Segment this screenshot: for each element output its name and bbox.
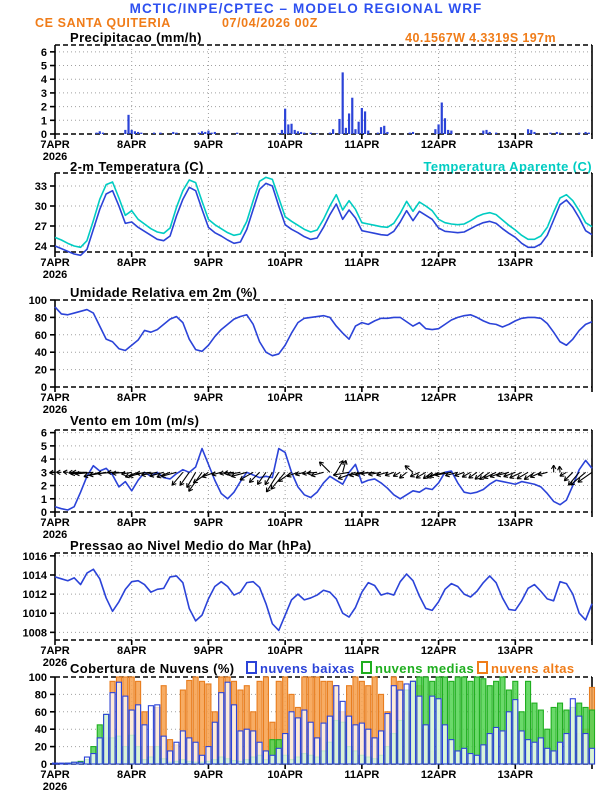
wind-vector-head: [445, 476, 449, 477]
panel-title-humidity: Umidade Relativa em 2m (%): [70, 285, 258, 300]
y-tick-label: 20: [34, 364, 47, 377]
y-tick-label: 40: [34, 724, 47, 737]
precip-bar: [102, 133, 104, 134]
cloud-bar-nuvens-baixas: [583, 734, 588, 764]
precip-bar: [585, 132, 587, 134]
cloud-bar-nuvens-baixas: [289, 712, 294, 764]
y-tick-label: 33: [34, 181, 47, 193]
y-tick-label: 5: [40, 60, 47, 73]
y-tick-label: 6: [40, 427, 47, 440]
precip-bar: [482, 131, 484, 134]
precip-bar: [99, 131, 101, 134]
cloud-bar-nuvens-altas: [200, 681, 205, 764]
cloud-bar-nuvens-baixas: [423, 725, 428, 764]
cloud-bar-nuvens-baixas: [136, 705, 141, 764]
precip-bar: [444, 118, 446, 134]
wind-vector-head: [538, 475, 542, 476]
cloud-bar-nuvens-baixas: [353, 725, 358, 764]
cloud-bar-nuvens-baixas: [417, 696, 422, 764]
x-day-label: 10APR: [267, 517, 303, 529]
wind-vector-head: [346, 460, 347, 464]
cloud-bar-nuvens-baixas: [327, 716, 332, 764]
run-datetime: 07/04/2026 00Z: [222, 16, 318, 30]
wind-vector-head: [71, 474, 75, 476]
precip-bar: [278, 133, 280, 134]
x-day-label: 8APR: [117, 645, 147, 657]
precip-bar: [489, 132, 491, 134]
cloud-bar-nuvens-baixas: [500, 731, 505, 764]
x-day-label: 7APR: [40, 645, 70, 657]
x-day-label: 7APR: [40, 517, 70, 529]
precip-bar: [201, 131, 203, 134]
cloud-bar-nuvens-baixas: [257, 742, 262, 764]
y-tick-label: 0: [40, 759, 47, 771]
cloud-bar-nuvens-baixas: [321, 723, 326, 764]
precip-bar: [412, 132, 414, 134]
x-day-label: 7APR: [40, 257, 70, 269]
wind-vector-head: [202, 477, 206, 478]
wind-vector-head: [220, 474, 224, 476]
y-tick-label: 30: [34, 201, 47, 213]
precip-bar: [342, 72, 344, 134]
x-day-label: 10APR: [267, 645, 303, 657]
cloud-bar-nuvens-baixas: [225, 682, 230, 764]
wind-vector-head: [497, 476, 501, 477]
series-line-vento-10m: [55, 449, 592, 511]
cloud-bar-nuvens-baixas: [110, 693, 115, 764]
x-day-label: 12APR: [420, 769, 457, 781]
cloud-bar-nuvens-baixas: [104, 714, 109, 764]
cloud-bar-nuvens-baixas: [398, 690, 403, 764]
x-day-label: 8APR: [117, 139, 147, 151]
x-day-label: 12APR: [420, 517, 457, 529]
precip-bar: [207, 131, 209, 134]
x-day-label: 10APR: [267, 257, 303, 269]
cloud-bar-nuvens-baixas: [263, 751, 268, 764]
wind-vector-head: [125, 477, 129, 478]
precip-bar: [345, 128, 347, 134]
cloud-bar-nuvens-baixas: [244, 729, 249, 764]
cloud-bar-nuvens-baixas: [180, 731, 185, 764]
cloud-bar-nuvens-baixas: [315, 738, 320, 764]
wind-vector-head: [435, 475, 439, 477]
x-day-label: 13APR: [497, 392, 534, 404]
cloud-bar-nuvens-baixas: [372, 738, 377, 764]
precip-bar: [127, 115, 129, 134]
wind-vector-head: [231, 476, 235, 477]
x-year-label: 2026: [42, 657, 68, 669]
cloud-bar-nuvens-baixas: [577, 716, 582, 764]
y-tick-label: 5: [40, 440, 47, 453]
precip-bar: [236, 133, 238, 134]
x-day-label: 9APR: [193, 392, 224, 404]
cloud-bar-nuvens-baixas: [391, 686, 396, 764]
x-day-label: 10APR: [267, 769, 303, 781]
cloud-bar-nuvens-baixas: [474, 755, 479, 764]
y-tick-label: 1016: [22, 550, 47, 563]
x-day-label: 8APR: [117, 769, 147, 781]
cloud-bar-nuvens-baixas: [366, 729, 371, 764]
precip-bar: [294, 130, 296, 134]
precip-bar: [140, 133, 142, 134]
wind-vector-head: [172, 481, 173, 485]
series-line-temperatura-aparente: [55, 177, 592, 247]
precip-bar: [281, 130, 283, 134]
x-day-label: 12APR: [420, 139, 457, 151]
y-tick-label: 3: [40, 467, 47, 480]
wind-vector-head: [161, 476, 165, 477]
cloud-bar-nuvens-baixas: [59, 763, 64, 764]
cloud-bar-nuvens-baixas: [129, 710, 134, 764]
cloud-bar-nuvens-baixas: [385, 714, 390, 764]
precip-bar: [351, 98, 353, 134]
y-tick-label: 20: [34, 741, 47, 754]
y-tick-label: 40: [34, 347, 47, 360]
precip-bar: [386, 132, 388, 134]
precip-bar: [300, 132, 302, 134]
cloud-bar-nuvens-baixas: [168, 751, 173, 764]
cloud-bar-nuvens-baixas: [359, 723, 364, 764]
cloud-bar-nuvens-baixas: [219, 693, 224, 764]
x-day-label: 9APR: [193, 769, 224, 781]
cloud-bar-nuvens-baixas: [212, 722, 217, 764]
cloud-bar-nuvens-baixas: [84, 757, 89, 764]
cloud-bar-nuvens-baixas: [72, 762, 77, 764]
precip-bar: [364, 111, 366, 134]
cloud-bar-nuvens-baixas: [494, 727, 499, 764]
panel-title-clouds: Cobertura de Nuvens (%): [70, 661, 235, 676]
precip-bar: [559, 133, 561, 134]
precip-bar: [172, 132, 174, 134]
cloud-bar-nuvens-baixas: [513, 700, 518, 764]
precip-bar: [329, 133, 331, 134]
y-tick-label: 0: [40, 129, 47, 141]
precip-bar: [214, 132, 216, 134]
cloud-bar-nuvens-baixas: [481, 745, 486, 764]
cloud-bar-nuvens-baixas: [142, 725, 147, 764]
wind-vector-head: [455, 476, 459, 477]
cloud-bar-nuvens-baixas: [379, 731, 384, 764]
x-day-label: 11APR: [344, 392, 380, 404]
wind-vector-head: [150, 476, 154, 477]
precip-bar: [367, 131, 369, 134]
cloud-bar-nuvens-baixas: [564, 734, 569, 764]
y-tick-label: 1014: [22, 569, 47, 582]
precip-bar: [95, 133, 97, 134]
y-tick-label: 80: [34, 312, 47, 325]
cloud-bar-nuvens-baixas: [506, 712, 511, 764]
x-day-label: 12APR: [420, 392, 457, 404]
cloud-bar-nuvens-baixas: [123, 696, 128, 764]
cloud-bar-nuvens-baixas: [551, 751, 556, 764]
x-day-label: 8APR: [117, 257, 147, 269]
x-day-label: 7APR: [40, 139, 70, 151]
precip-bar: [437, 124, 439, 134]
cloud-bar-nuvens-baixas: [161, 736, 166, 764]
legend-apparent-temp: Temperatura Aparente (C): [423, 159, 592, 174]
precip-bar: [348, 113, 350, 134]
station-coordinates: 40.1567W 4.3319S 197m: [405, 31, 556, 45]
precip-bar: [303, 133, 305, 134]
cloud-bar-nuvens-baixas: [590, 748, 595, 764]
wind-vector-head: [368, 475, 372, 477]
x-year-label: 2026: [42, 404, 68, 416]
x-day-label: 9APR: [193, 517, 224, 529]
x-day-label: 9APR: [193, 139, 224, 151]
cloud-bar-nuvens-baixas: [308, 722, 313, 764]
panel-title-temp: 2-m Temperatura (C): [70, 159, 204, 174]
wind-vector-head: [504, 477, 508, 478]
precip-bar: [354, 129, 356, 134]
precip-bar: [530, 130, 532, 134]
cloud-bar-nuvens-medias: [468, 681, 473, 764]
y-tick-label: 1008: [22, 627, 47, 640]
x-day-label: 13APR: [497, 257, 534, 269]
x-day-label: 10APR: [267, 139, 303, 151]
x-day-label: 10APR: [267, 392, 303, 404]
cloud-bar-nuvens-medias: [474, 677, 479, 764]
y-tick-label: 0: [40, 382, 47, 394]
x-day-label: 9APR: [193, 257, 224, 269]
cloud-bar-nuvens-baixas: [276, 748, 281, 764]
cloud-bar-nuvens-baixas: [538, 738, 543, 764]
precip-bar: [549, 133, 551, 134]
y-tick-label: 60: [34, 706, 47, 719]
cloud-bar-nuvens-baixas: [238, 731, 243, 764]
series-line-pressao: [55, 569, 592, 630]
wind-vector-head: [302, 474, 306, 476]
wind-vector-head: [287, 476, 291, 477]
cloud-bar-nuvens-baixas: [334, 686, 339, 764]
precip-bar: [447, 130, 449, 134]
cloud-bar-nuvens-baixas: [91, 754, 96, 764]
x-year-label: 2026: [42, 151, 68, 163]
cloud-bar-nuvens-baixas: [270, 755, 275, 764]
y-tick-label: 2: [40, 101, 47, 114]
x-day-label: 11APR: [344, 769, 380, 781]
precip-bar: [578, 133, 580, 134]
cloud-bar-nuvens-baixas: [193, 742, 198, 764]
precip-bar: [358, 122, 360, 134]
precip-bar: [434, 129, 436, 134]
y-tick-label: 3: [40, 87, 47, 100]
cloud-bar-nuvens-baixas: [455, 751, 460, 764]
wind-vector-head: [157, 477, 161, 478]
precip-bar: [284, 109, 286, 134]
x-day-label: 7APR: [40, 769, 70, 781]
cloud-bar-nuvens-baixas: [251, 731, 256, 764]
wind-vector-head: [121, 474, 125, 476]
wind-vector: [319, 462, 329, 472]
series-line-umidade-relativa: [55, 307, 592, 356]
cloud-bar-nuvens-baixas: [155, 705, 160, 764]
precip-bar: [450, 131, 452, 134]
cloud-bar-nuvens-baixas: [462, 748, 467, 764]
cloud-bar-nuvens-baixas: [200, 755, 205, 764]
precip-bar: [441, 103, 443, 134]
model-title: MCTIC/INPE/CPTEC – MODELO REGIONAL WRF: [129, 1, 483, 16]
cloud-bar-nuvens-baixas: [545, 748, 550, 764]
wind-vector-head: [227, 475, 231, 477]
cloud-bar-nuvens-baixas: [411, 681, 416, 764]
legend-clouds-low-label: nuvens baixas: [260, 661, 355, 676]
cloud-bar-nuvens-baixas: [340, 701, 345, 764]
wind-vector-head: [338, 479, 342, 480]
wind-vector-head: [385, 475, 389, 476]
cloud-bar-nuvens-baixas: [430, 696, 435, 764]
y-tick-label: 1: [40, 115, 47, 128]
panel-title-precip: Precipitacao (mm/h): [70, 30, 202, 45]
precip-bar: [204, 132, 206, 134]
cloud-bar-nuvens-baixas: [295, 718, 300, 764]
wind-vector-head: [568, 481, 569, 485]
y-tick-label: 24: [34, 241, 47, 253]
x-day-label: 9APR: [193, 645, 224, 657]
y-tick-label: 100: [28, 295, 47, 307]
x-day-label: 12APR: [420, 257, 457, 269]
wind-vector-head: [311, 476, 315, 477]
y-tick-label: 4: [40, 454, 47, 467]
panel-title-pressure: Pressao ao Nivel Medio do Mar (hPa): [70, 538, 312, 553]
y-tick-label: 27: [34, 221, 47, 233]
precip-bar: [175, 133, 177, 134]
wind-vector-head: [349, 476, 353, 477]
x-day-label: 11APR: [344, 139, 380, 151]
precip-bar: [131, 130, 133, 134]
cloud-bar-nuvens-baixas: [116, 682, 121, 764]
precip-bar: [556, 132, 558, 134]
y-tick-label: 80: [34, 689, 47, 702]
precip-bar: [124, 130, 126, 134]
precip-bar: [211, 133, 213, 134]
x-day-label: 12APR: [420, 645, 457, 657]
precip-bar: [383, 126, 385, 134]
precip-bar: [409, 133, 411, 134]
precip-bar: [377, 133, 379, 134]
precip-bar: [316, 133, 318, 134]
legend-clouds-high-label: nuvens altas: [491, 661, 575, 676]
cloud-bar-nuvens-baixas: [65, 763, 70, 764]
precip-bar: [134, 131, 136, 134]
wind-vector-head: [377, 475, 381, 476]
cloud-bar-nuvens-baixas: [442, 725, 447, 764]
wind-vector-head: [405, 466, 409, 467]
wind-vector-head: [89, 475, 93, 477]
x-day-label: 8APR: [117, 392, 147, 404]
y-tick-label: 1010: [22, 608, 47, 621]
x-year-label: 2026: [42, 269, 68, 281]
precip-bar: [137, 132, 139, 134]
cloud-bar-nuvens-baixas: [532, 742, 537, 764]
x-day-label: 13APR: [497, 645, 534, 657]
cloud-bar-nuvens-baixas: [283, 734, 288, 764]
cloud-bar-nuvens-baixas: [526, 740, 531, 764]
x-day-label: 8APR: [117, 517, 147, 529]
precip-bar: [297, 131, 299, 134]
y-tick-label: 1: [40, 493, 47, 506]
precip-bar: [290, 124, 292, 134]
wind-vector-head: [295, 475, 299, 476]
x-year-label: 2026: [42, 781, 68, 792]
cloud-bar-nuvens-baixas: [436, 699, 441, 764]
cloud-bar-nuvens-baixas: [78, 762, 83, 764]
y-tick-label: 1012: [22, 589, 47, 602]
cloud-bar-nuvens-baixas: [468, 754, 473, 764]
y-tick-label: 60: [34, 329, 47, 342]
precip-bar: [153, 133, 155, 134]
station-name: CE SANTA QUITERIA: [35, 16, 171, 30]
cloud-bar-nuvens-baixas: [302, 710, 307, 764]
cloud-bar-nuvens-baixas: [570, 699, 575, 764]
cloud-bar-nuvens-baixas: [558, 742, 563, 764]
precip-bar: [198, 133, 200, 134]
precip-bar: [495, 133, 497, 134]
precip-bar: [287, 124, 289, 134]
cloud-bar-nuvens-baixas: [519, 731, 524, 764]
x-day-label: 11APR: [344, 517, 380, 529]
cloud-bar-nuvens-baixas: [97, 738, 102, 764]
x-year-label: 2026: [42, 529, 68, 541]
cloud-bar-nuvens-baixas: [206, 747, 211, 764]
cloud-bar-nuvens-baixas: [174, 742, 179, 764]
wind-vector-head: [333, 475, 337, 477]
panel-title-wind: Vento em 10m (m/s): [70, 413, 200, 428]
cloud-bar-nuvens-baixas: [187, 738, 192, 764]
precip-bar: [310, 133, 312, 134]
wind-vector-head: [490, 477, 494, 478]
precip-bar: [485, 130, 487, 134]
y-tick-label: 0: [40, 507, 47, 519]
cloud-bar-nuvens-baixas: [487, 734, 492, 764]
wind-vector-head: [430, 476, 434, 477]
cloud-bar-nuvens-baixas: [232, 705, 237, 764]
precip-bar: [533, 132, 535, 134]
precip-bar: [380, 127, 382, 134]
precip-bar: [588, 133, 590, 134]
cloud-bar-nuvens-baixas: [53, 763, 58, 764]
x-day-label: 11APR: [344, 645, 380, 657]
precip-bar: [332, 129, 334, 134]
x-day-label: 11APR: [344, 257, 380, 269]
precip-bar: [159, 133, 161, 134]
y-tick-label: 100: [28, 672, 47, 684]
y-tick-label: 2: [40, 480, 47, 493]
precip-bar: [527, 129, 529, 134]
precip-bar: [361, 108, 363, 134]
x-day-label: 13APR: [497, 517, 534, 529]
x-day-label: 13APR: [497, 769, 534, 781]
cloud-bar-nuvens-baixas: [404, 684, 409, 764]
x-day-label: 13APR: [497, 139, 534, 151]
y-tick-label: 4: [40, 74, 47, 87]
wind-vector-head: [271, 485, 272, 489]
y-tick-label: 6: [40, 46, 47, 59]
cloud-bar-nuvens-baixas: [148, 706, 153, 764]
cloud-bar-nuvens-baixas: [347, 716, 352, 764]
precip-bar: [338, 119, 340, 134]
cloud-bar-nuvens-baixas: [449, 740, 454, 764]
legend-clouds-mid-label: nuvens medias: [375, 661, 475, 676]
x-day-label: 7APR: [40, 392, 70, 404]
